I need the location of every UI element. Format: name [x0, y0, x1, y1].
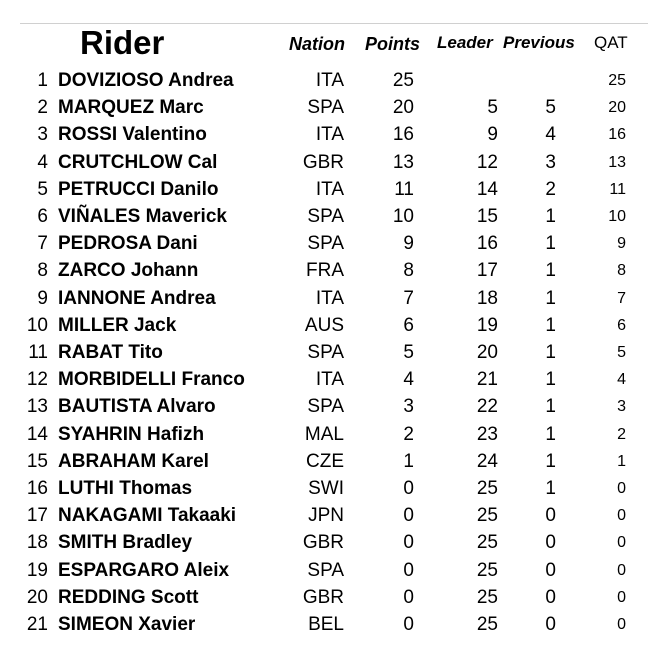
cell-name: SYAHRIN Hafizh	[58, 423, 205, 445]
cell-leader: 25	[476, 478, 498, 499]
cell-nation: CZE	[306, 450, 344, 472]
cell-points: 20	[392, 97, 414, 119]
cell-nation: ITA	[315, 287, 344, 309]
cell-nation: GBR	[302, 151, 344, 173]
cell-name: ABRAHAM Karel	[58, 450, 209, 472]
cell-name: RABAT Tito	[58, 342, 163, 363]
cell-name: ESPARGARO Aleix	[58, 559, 230, 581]
cell-nation: SPA	[307, 97, 344, 119]
header-points: Points	[365, 34, 421, 54]
cell-leader: 23	[476, 423, 498, 445]
cell-previous: 1	[545, 369, 556, 391]
cell-points: 0	[403, 532, 414, 554]
cell-nation: SPA	[307, 396, 344, 418]
cell-pos: 9	[37, 287, 48, 309]
cell-qat: 0	[617, 561, 626, 579]
cell-pos: 5	[37, 178, 48, 200]
cell-leader: 20	[476, 342, 498, 363]
header-leader: Leader	[437, 33, 493, 52]
cell-nation: SPA	[307, 206, 344, 227]
cell-pos: 4	[37, 151, 48, 173]
cell-pos: 16	[26, 478, 48, 499]
cell-previous: 5	[545, 97, 556, 119]
cell-points: 7	[403, 287, 414, 309]
cell-leader: 12	[476, 151, 498, 173]
cell-qat: 4	[617, 371, 626, 389]
cell-pos: 14	[26, 423, 48, 445]
cell-previous: 0	[545, 586, 556, 608]
cell-leader: 24	[476, 450, 498, 472]
cell-leader: 25	[476, 614, 498, 635]
table-row	[0, 366, 648, 393]
cell-qat: 2	[617, 425, 626, 443]
cell-points: 6	[403, 314, 414, 336]
cell-points: 4	[403, 369, 414, 391]
cell-name: LUTHI Thomas	[58, 478, 193, 499]
cell-points: 0	[403, 505, 414, 527]
cell-qat: 10	[608, 208, 626, 225]
table-row	[0, 285, 648, 312]
cell-pos: 7	[37, 233, 48, 255]
cell-points: 2	[403, 423, 414, 445]
cell-previous: 1	[545, 233, 556, 255]
cell-leader: 25	[476, 532, 498, 554]
cell-pos: 18	[26, 532, 48, 554]
cell-points: 11	[394, 178, 414, 200]
table-row	[0, 502, 648, 529]
cell-points: 0	[403, 586, 414, 608]
cell-leader: 9	[487, 124, 498, 146]
cell-previous: 1	[545, 423, 556, 445]
cell-previous: 0	[545, 532, 556, 554]
cell-nation: SWI	[308, 478, 344, 499]
cell-name: VIÑALES Maverick	[58, 206, 227, 227]
cell-points: 8	[403, 260, 414, 282]
cell-leader: 14	[476, 178, 498, 200]
cell-qat: 9	[617, 235, 626, 253]
table-row	[0, 176, 648, 203]
cell-nation: GBR	[302, 532, 344, 554]
cell-name: PETRUCCI Danilo	[58, 178, 219, 200]
header-nation: Nation	[289, 34, 345, 54]
cell-points: 0	[403, 478, 414, 499]
cell-points: 1	[403, 450, 414, 472]
cell-points: 25	[392, 70, 414, 91]
cell-points: 13	[392, 151, 414, 173]
cell-pos: 15	[26, 450, 48, 472]
cell-nation: MAL	[304, 423, 344, 445]
cell-pos: 20	[26, 586, 48, 608]
cell-previous: 1	[545, 314, 556, 336]
cell-qat: 0	[617, 616, 626, 633]
cell-qat: 7	[617, 289, 626, 307]
cell-previous: 1	[545, 396, 556, 418]
cell-points: 0	[403, 559, 414, 581]
cell-pos: 13	[26, 396, 48, 418]
table-row	[0, 230, 648, 257]
cell-nation: SPA	[307, 559, 344, 581]
cell-leader: 17	[476, 260, 498, 282]
cell-name: PEDROSA Dani	[58, 233, 198, 255]
cell-nation: ITA	[315, 124, 344, 146]
table-row	[0, 557, 648, 584]
cell-name: REDDING Scott	[58, 586, 199, 608]
table-row	[0, 393, 648, 420]
table-row	[0, 121, 648, 148]
cell-previous: 0	[545, 505, 556, 527]
cell-qat: 0	[617, 534, 626, 552]
table-row	[0, 421, 648, 448]
cell-previous: 2	[545, 178, 556, 200]
table-row	[0, 149, 648, 176]
cell-name: DOVIZIOSO Andrea	[58, 70, 234, 91]
cell-qat: 13	[608, 153, 626, 171]
cell-qat: 6	[617, 316, 626, 334]
cell-previous: 1	[545, 206, 556, 227]
cell-nation: SPA	[307, 342, 344, 363]
cell-pos: 2	[37, 97, 48, 119]
cell-previous: 4	[545, 124, 556, 146]
cell-name: MORBIDELLI Franco	[58, 369, 245, 391]
cell-previous: 1	[545, 342, 556, 363]
cell-previous: 1	[545, 287, 556, 309]
cell-qat: 20	[608, 99, 626, 117]
cell-qat: 16	[608, 126, 626, 144]
cell-previous: 0	[545, 614, 556, 635]
cell-qat: 11	[609, 180, 626, 198]
cell-pos: 1	[37, 70, 48, 91]
cell-name: MILLER Jack	[58, 314, 177, 336]
table-row	[0, 529, 648, 556]
table-row	[0, 203, 648, 230]
table-row	[0, 257, 648, 284]
cell-nation: JPN	[308, 505, 344, 527]
cell-name: MARQUEZ Marc	[58, 97, 204, 119]
cell-points: 3	[403, 396, 414, 418]
cell-previous: 1	[545, 260, 556, 282]
cell-qat: 0	[617, 480, 626, 497]
cell-pos: 6	[37, 206, 48, 227]
header-previous: Previous	[503, 33, 575, 52]
cell-pos: 12	[26, 369, 48, 391]
cell-pos: 11	[28, 342, 48, 363]
cell-pos: 10	[26, 314, 48, 336]
cell-nation: FRA	[306, 260, 344, 282]
cell-points: 9	[403, 233, 414, 255]
table-row	[0, 584, 648, 611]
cell-previous: 1	[545, 478, 556, 499]
cell-leader: 22	[476, 396, 498, 418]
cell-previous: 3	[545, 151, 556, 173]
cell-leader: 25	[476, 505, 498, 527]
cell-name: ROSSI Valentino	[58, 124, 207, 146]
cell-leader: 19	[476, 314, 498, 336]
header-rider: Rider	[80, 24, 165, 61]
cell-name: SMITH Bradley	[58, 532, 193, 554]
cell-leader: 15	[476, 206, 498, 227]
table-row	[0, 448, 648, 475]
table-row	[0, 339, 648, 366]
cell-previous: 1	[545, 450, 556, 472]
cell-name: NAKAGAMI Takaaki	[58, 505, 237, 527]
cell-leader: 18	[476, 287, 498, 309]
cell-leader: 21	[476, 369, 498, 391]
cell-pos: 8	[37, 260, 48, 282]
cell-leader: 25	[476, 586, 498, 608]
table-row	[0, 67, 648, 94]
cell-pos: 3	[37, 124, 48, 146]
cell-nation: GBR	[302, 586, 344, 608]
cell-qat: 1	[617, 452, 626, 470]
cell-points: 0	[403, 614, 414, 635]
cell-previous: 0	[545, 559, 556, 581]
cell-leader: 5	[487, 97, 498, 119]
cell-leader: 16	[476, 233, 498, 255]
cell-name: BAUTISTA Alvaro	[58, 396, 216, 418]
cell-name: IANNONE Andrea	[58, 287, 216, 309]
cell-qat: 0	[617, 507, 626, 525]
cell-nation: SPA	[307, 233, 344, 255]
table-row	[0, 94, 648, 121]
header-qat: QAT	[594, 33, 628, 52]
cell-leader: 25	[476, 559, 498, 581]
cell-nation: AUS	[304, 314, 344, 336]
cell-pos: 21	[26, 614, 48, 635]
table-row	[0, 611, 648, 638]
cell-nation: BEL	[308, 614, 344, 635]
cell-points: 5	[403, 342, 414, 363]
table-row	[0, 475, 648, 502]
cell-qat: 8	[617, 262, 626, 280]
cell-qat: 25	[608, 72, 626, 89]
cell-qat: 5	[617, 344, 626, 361]
cell-name: ZARCO Johann	[58, 260, 199, 282]
cell-nation: ITA	[315, 369, 344, 391]
cell-nation: ITA	[315, 70, 344, 91]
cell-nation: ITA	[315, 178, 344, 200]
cell-points: 16	[392, 124, 414, 146]
cell-pos: 19	[26, 559, 48, 581]
cell-name: SIMEON Xavier	[58, 614, 196, 635]
cell-qat: 0	[617, 588, 626, 606]
cell-pos: 17	[26, 505, 48, 527]
cell-qat: 3	[617, 398, 626, 416]
table-row	[0, 312, 648, 339]
cell-points: 10	[392, 206, 414, 227]
cell-name: CRUTCHLOW Cal	[58, 151, 218, 173]
